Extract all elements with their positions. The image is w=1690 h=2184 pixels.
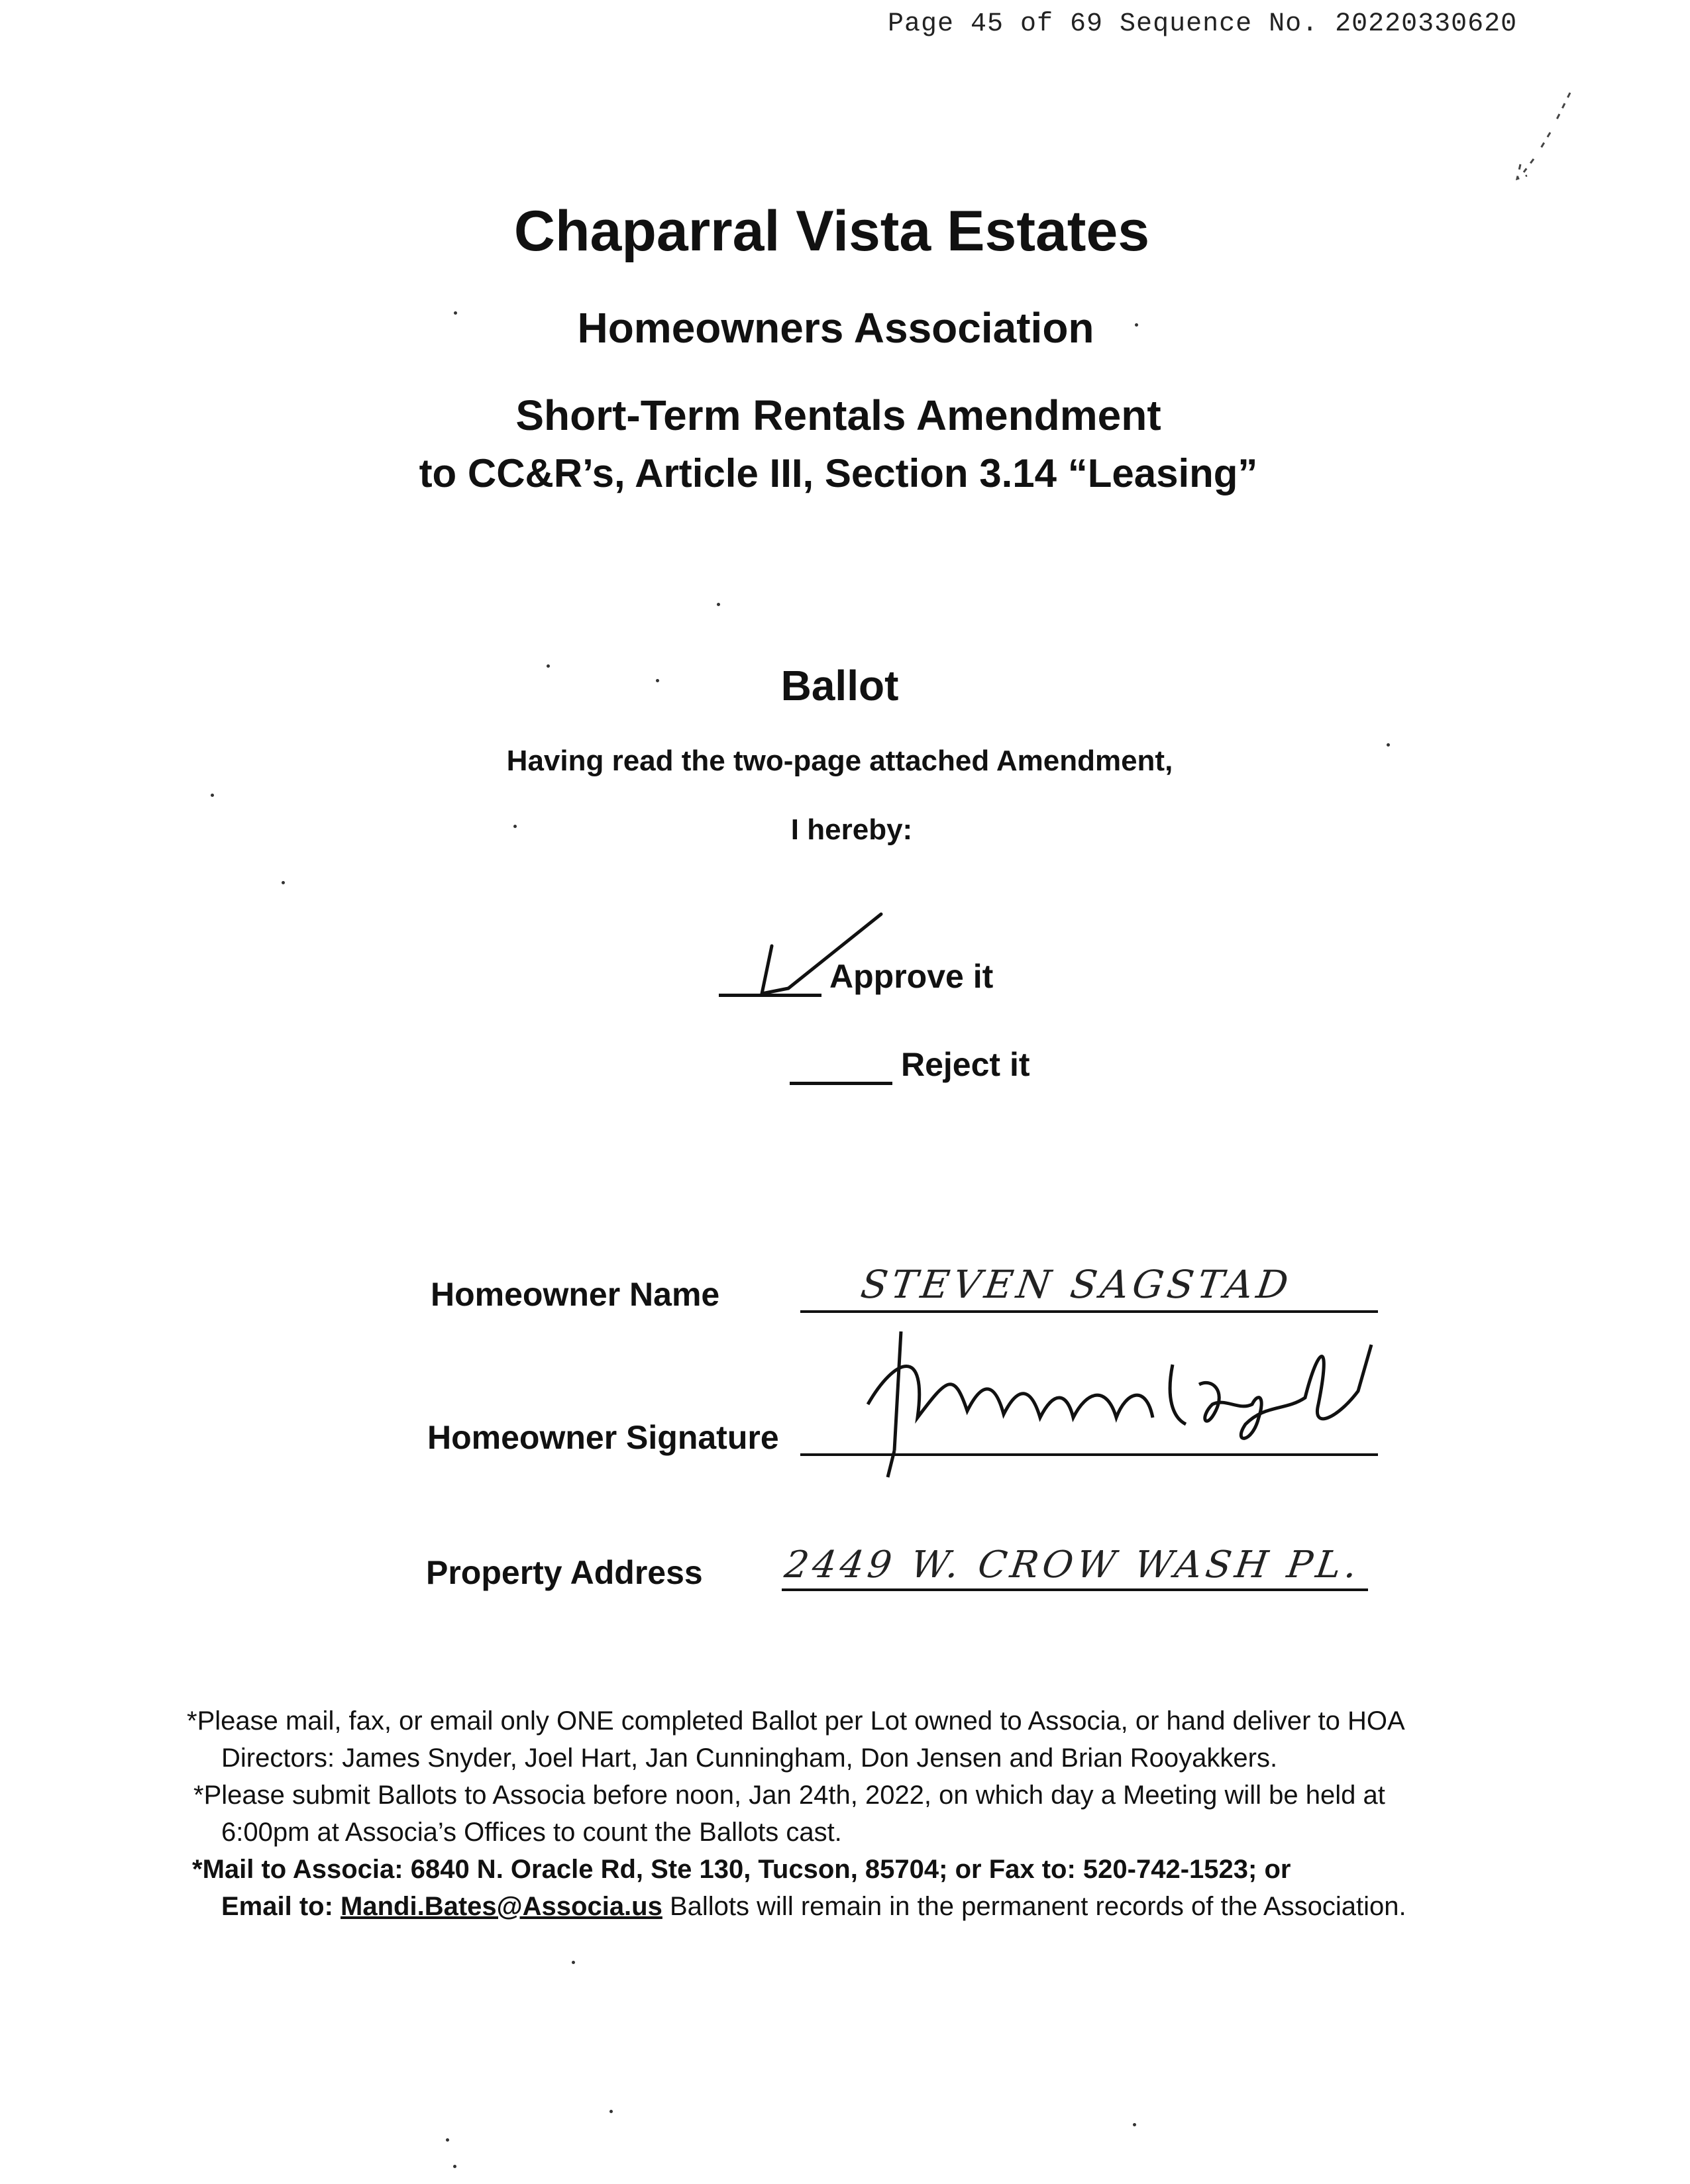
scan-speck	[1133, 2123, 1136, 2126]
scan-speck	[717, 603, 720, 606]
instructions	[187, 1702, 1538, 1925]
association-subtitle: Homeowners Association	[577, 304, 1094, 352]
reject-blank-line	[790, 1082, 892, 1085]
association-title: Chaparral Vista Estates	[513, 199, 1150, 263]
scan-speck	[453, 2165, 456, 2168]
homeowner-name-line	[800, 1310, 1378, 1313]
property-address-label: Property Address	[426, 1554, 703, 1591]
note-3-line-2	[187, 1888, 1538, 1925]
note-1-line-2: Directors: James Snyder, Joel Hart, Jan Cunningham, Don Jensen and Brian Rooyakkers.	[221, 1743, 1278, 1773]
scan-speck	[282, 881, 285, 884]
scan-speck	[656, 679, 659, 682]
note-3-line-1: *Mail to Associa: 6840 N. Oracle Rd, Ste 130, Tucson, 85704; or Fax to: 520-742-1523; or	[192, 1855, 1291, 1884]
scan-speck	[1387, 743, 1390, 747]
ballot-heading: Ballot	[780, 662, 899, 709]
scan-speck	[446, 2138, 449, 2142]
homeowner-name-value[interactable]: STEVEN SAGSTAD	[858, 1262, 1295, 1307]
scan-speck	[1135, 323, 1138, 327]
property-address-line	[782, 1588, 1368, 1591]
note-2-line-2: 6:00pm at Associa’s Offices to count the Ballots cast.	[221, 1818, 842, 1847]
scan-speck	[572, 1961, 575, 1964]
note-1-line-1: *Please mail, fax, or email only ONE completed Ballot per Lot owned to Associa, or hand deliver to HOA	[187, 1706, 1405, 1736]
approve-label: Approve it	[829, 958, 994, 995]
scan-speck	[609, 2110, 613, 2113]
property-address-value[interactable]: 2449 W. CROW WASH PL.	[782, 1543, 1364, 1586]
handwritten-signature[interactable]	[855, 1318, 1385, 1490]
amendment-reference: to CC&R’s, Article III, Section 3.14 “Leasing”	[419, 451, 1258, 495]
records-note: Ballots will remain in the permanent records of the Association.	[669, 1892, 1406, 1921]
homeowner-signature-label: Homeowner Signature	[427, 1419, 779, 1456]
scan-speck	[211, 794, 214, 797]
scan-speck	[547, 664, 550, 668]
scan-speck	[454, 311, 457, 315]
ballot-intro: Having read the two-page attached Amendment,	[506, 745, 1173, 777]
note-2-line-1: *Please submit Ballots to Associa before noon, Jan 24th, 2022, on which day a Meeting will be held at	[193, 1781, 1385, 1810]
page-sequence-header: Page 45 of 69 Sequence No. 20220330620	[888, 9, 1518, 39]
scan-speck	[513, 825, 517, 828]
ballot-hereby: I hereby:	[790, 813, 913, 846]
homeowner-name-label: Homeowner Name	[431, 1276, 720, 1313]
stray-pen-marks	[1504, 86, 1577, 185]
reject-label: Reject it	[901, 1046, 1030, 1083]
email-prefix: Email to:	[221, 1892, 333, 1921]
email-link[interactable]: Mandi.Bates@Associa.us	[341, 1892, 662, 1921]
amendment-title: Short-Term Rentals Amendment	[515, 391, 1161, 439]
